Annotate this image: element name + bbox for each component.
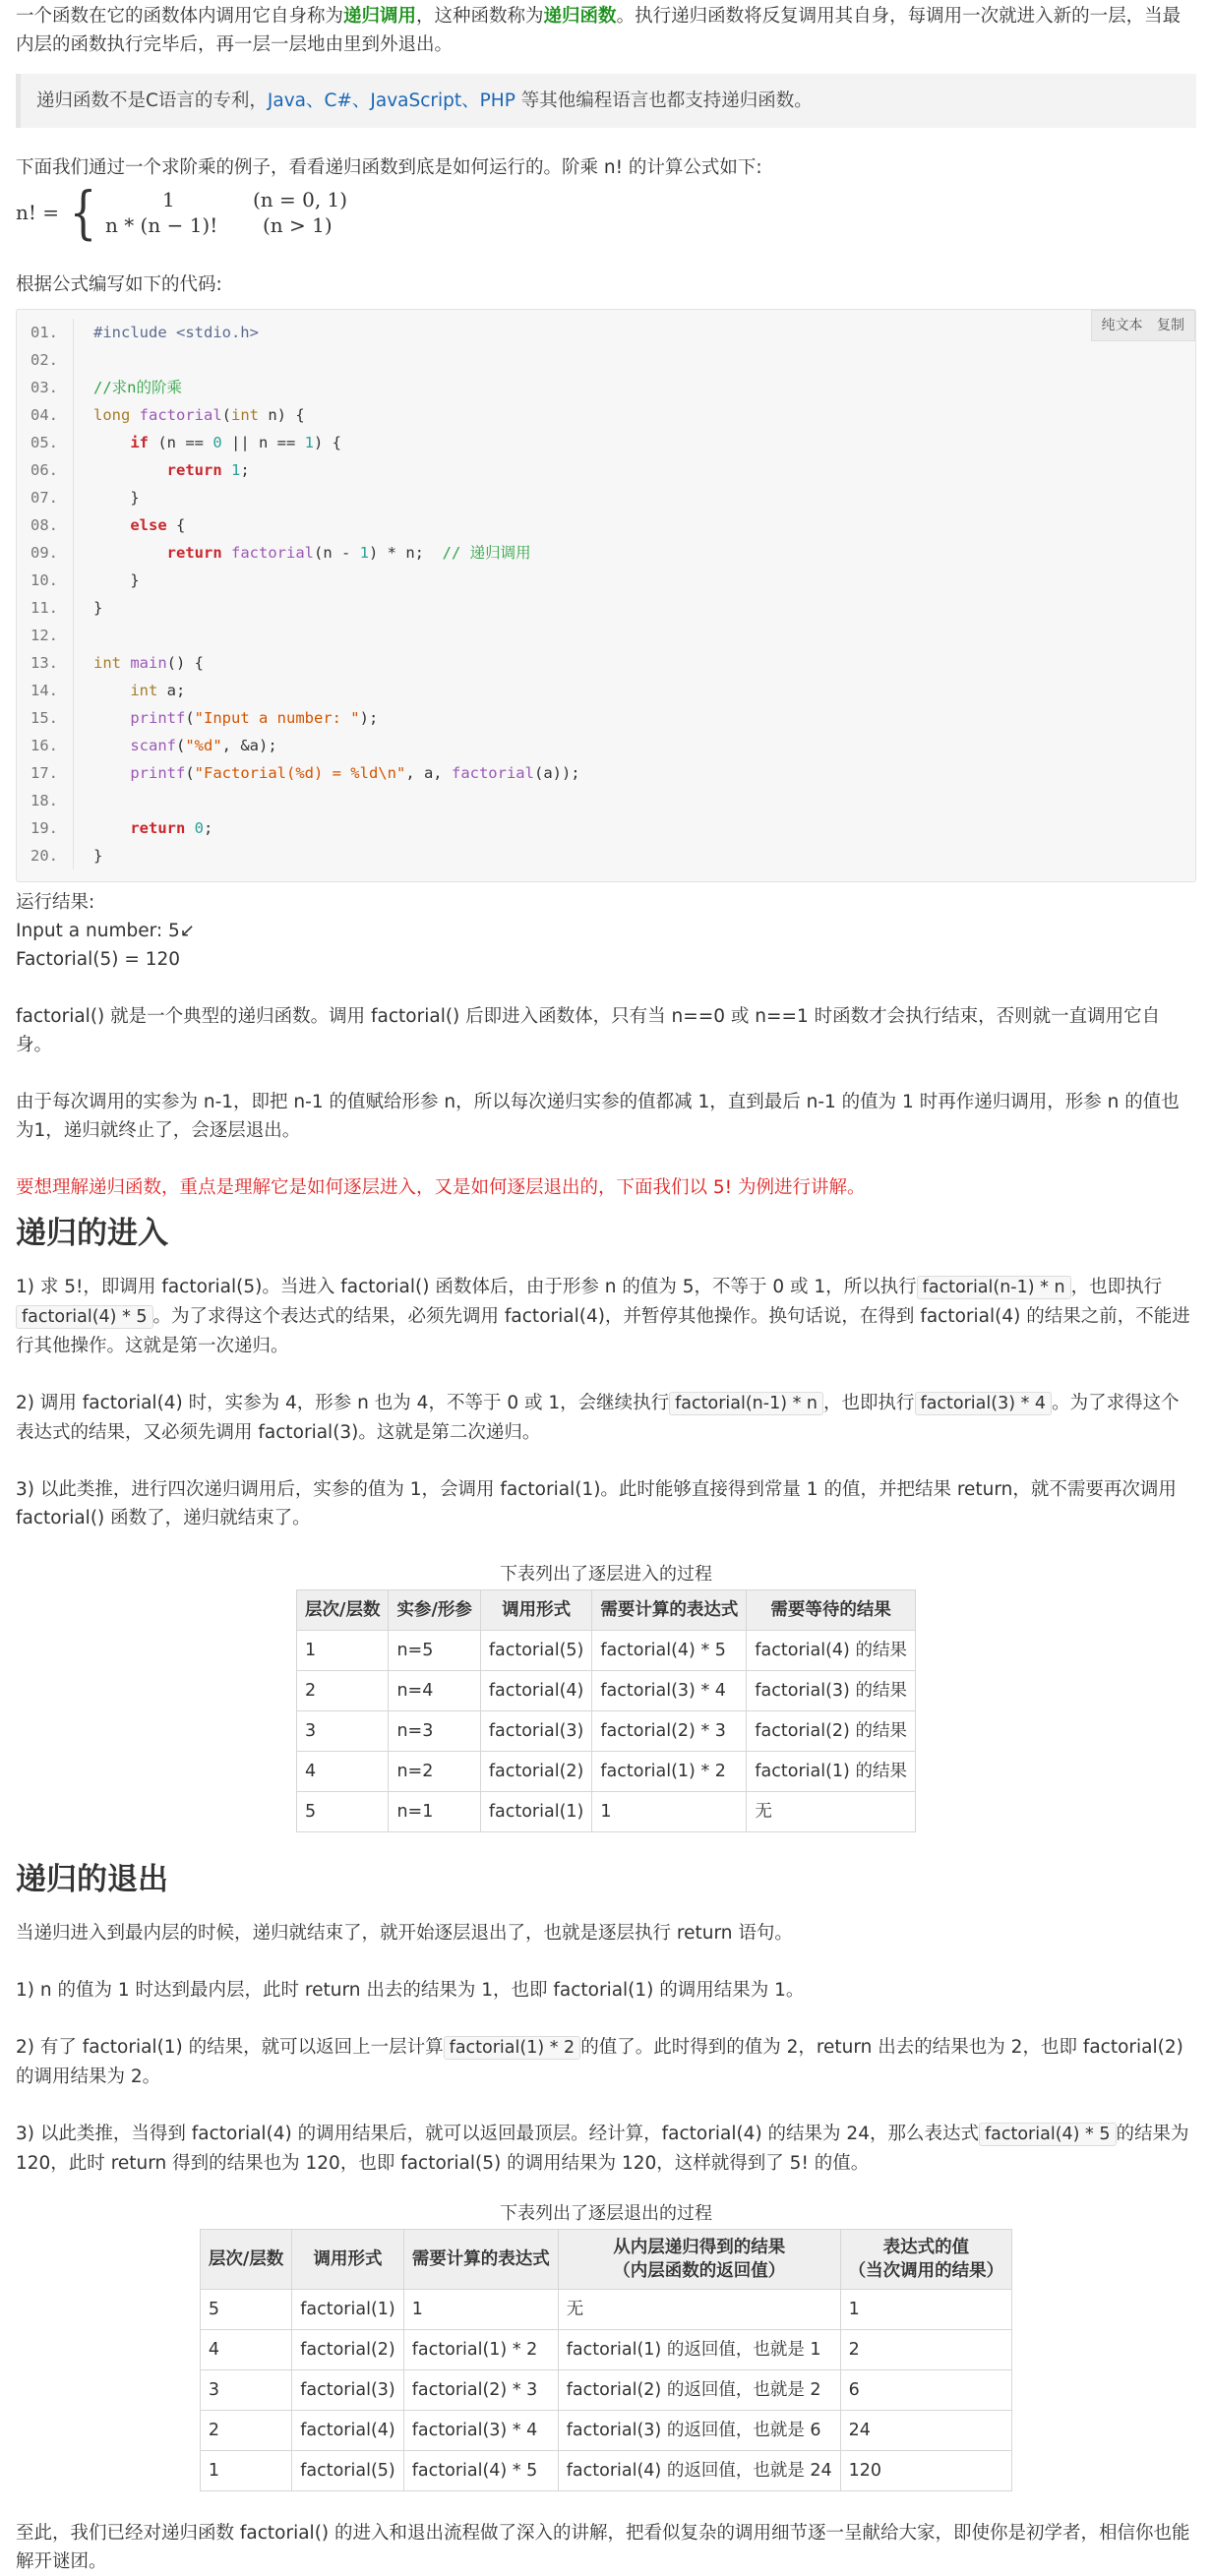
term-recursive-function: 递归函数 bbox=[543, 6, 617, 27]
formula-case2-expr: n * (n − 1)! bbox=[104, 213, 218, 237]
table-row: 1 n=5 factorial(5) factorial(4) * 5 factorial(4) 的结果 bbox=[297, 1631, 916, 1671]
intro-paragraph: 一个函数在它的函数体内调用它自身称为递归调用，这种函数称为递归函数。执行递归函数将反复调用其自身，每调用一次就进入新的一层，当最内层的函数执行完毕后，再一层一层地由里到外退出。 bbox=[16, 6, 1182, 55]
table-row: 1 factorial(5) factorial(4) * 5 factorial(4) 的返回值，也就是 24 120 bbox=[200, 2451, 1011, 2491]
inline-code: factorial(4) * 5 bbox=[979, 2123, 1117, 2146]
code-line: 04. long factorial(int n) { bbox=[17, 401, 1195, 429]
exit-step-3: 3) 以此类推，当得到 factorial(4) 的调用结果后，就可以返回最顶层。经计算，factorial(4) 的结果为 24，那么表达式 factorial(4) * 5 的结果为 120，此时 return 得到的结果也为 120，也即 factorial(5) 的调用结果为 120，这样就得到了 5! 的值。 bbox=[16, 2124, 1189, 2174]
exit-table-caption: 下表列出了逐层退出的过程 bbox=[500, 2203, 712, 2224]
table-row: 5 factorial(1) 1 无 1 bbox=[200, 2290, 1011, 2330]
language-links[interactable]: Java、C#、JavaScript、PHP bbox=[267, 90, 515, 111]
section-title-exit: 递归的退出 bbox=[16, 1862, 168, 1897]
code-line: 20. } bbox=[17, 842, 1195, 869]
code-line: 05. if (n == 0 || n == 1) { bbox=[17, 429, 1195, 456]
code-line: 15. printf("Input a number: "); bbox=[17, 704, 1195, 732]
formula-case2-cond: (n > 1) bbox=[262, 213, 333, 237]
code-line: 17. printf("Factorial(%d) = %ld\n", a, factorial(a)); bbox=[17, 759, 1195, 787]
conclusion: 至此，我们已经对递归函数 factorial() 的进入和退出流程做了深入的讲解，把看似复杂的调用细节逐一呈献给大家，即使你是初学者，相信你也能解开谜团。 bbox=[16, 2523, 1190, 2572]
table-row: 2 factorial(4) factorial(3) * 4 factorial(3) 的返回值，也就是 6 24 bbox=[200, 2411, 1011, 2451]
code-line: 09. return factorial(n - 1) * n; // 递归调用 bbox=[17, 539, 1195, 567]
term-recursive-call: 递归调用 bbox=[343, 6, 417, 27]
explain-paragraph: 由于每次调用的实参为 n-1，即把 n-1 的值赋给形参 n，所以每次递归实参的值都减 1，直到最后 n-1 的值为 1 时再作递归调用，形参 n 的值也为1，递归就终止了，会逐层退出。 bbox=[16, 1092, 1180, 1141]
formula-lhs: n! = bbox=[16, 201, 60, 224]
code-line: 16. scanf("%d", &a); bbox=[17, 732, 1195, 759]
table-row: 4 n=2 factorial(2) factorial(1) * 2 factorial(1) 的结果 bbox=[297, 1752, 916, 1792]
formula-case1-expr: 1 bbox=[161, 188, 175, 211]
formula-cases bbox=[105, 187, 347, 238]
exit-step-1: 1) n 的值为 1 时达到最内层，此时 return 出去的结果为 1，也即 factorial(1) 的调用结果为 1。 bbox=[16, 1980, 805, 2001]
exit-intro: 当递归进入到最内层的时候，递归就结束了，就开始逐层退出了，也就是逐层执行 return 语句。 bbox=[16, 1923, 793, 1944]
enter-step-3: 3) 以此类推，进行四次递归调用后，实参的值为 1，会调用 factorial(1)。此时能够直接得到常量 1 的值，并把结果 return，就不需要再次调用 factorial() 函数了，递归就结束了。 bbox=[16, 1479, 1177, 1528]
note-box: 递归函数不是C语言的专利，Java、C#、JavaScript、PHP 等其他编程语言也都支持递归函数。 bbox=[16, 74, 1196, 128]
code-line: 07. } bbox=[17, 484, 1195, 511]
code-line: 02. bbox=[17, 346, 1195, 374]
section-title-enter: 递归的进入 bbox=[16, 1216, 168, 1251]
exit-table bbox=[200, 2229, 1012, 2491]
run-result-label: 运行结果: bbox=[16, 892, 95, 913]
exit-step-2: 2) 有了 factorial(1) 的结果，就可以返回上一层计算 factorial(1) * 2 的值了。此时得到的值为 2，return 出去的结果也为 2，也即 factorial(2) 的调用结果为 2。 bbox=[16, 2037, 1183, 2087]
inline-code: factorial(4) * 5 bbox=[16, 1305, 153, 1329]
enter-table-caption: 下表列出了逐层进入的过程 bbox=[500, 1564, 712, 1585]
code-line: 01. #include <stdio.h> bbox=[17, 319, 1195, 346]
inline-code: factorial(1) * 2 bbox=[444, 2036, 581, 2060]
code-line: 18. bbox=[17, 787, 1195, 814]
table-row: 3 factorial(3) factorial(2) * 3 factorial(2) 的返回值，也就是 2 6 bbox=[200, 2370, 1011, 2411]
code-block bbox=[16, 309, 1196, 882]
code-line: 19. return 0; bbox=[17, 814, 1195, 842]
table-row: 4 factorial(2) factorial(1) * 2 factorial(1) 的返回值，也就是 1 2 bbox=[200, 2330, 1011, 2370]
formula-brace: { bbox=[69, 179, 97, 246]
code-intro: 根据公式编写如下的代码: bbox=[16, 274, 222, 295]
code-line: 08. else { bbox=[17, 511, 1195, 539]
code-line: 11. } bbox=[17, 594, 1195, 622]
example-intro: 下面我们通过一个求阶乘的例子，看看递归函数到底是如何运行的。阶乘 n! 的计算公式如下: bbox=[16, 157, 762, 178]
formula-case1-cond: (n = 0, 1) bbox=[252, 188, 348, 211]
run-result-line: Factorial(5) = 120 bbox=[16, 949, 181, 970]
table-header-row: 层次/层数 调用形式 需要计算的表达式 从内层递归得到的结果 （内层函数的返回值） 表达式的值 （当次调用的结果） bbox=[200, 2230, 1011, 2290]
code-line: 06. return 1; bbox=[17, 456, 1195, 484]
code-line: 10. } bbox=[17, 567, 1195, 594]
article bbox=[0, 2, 1212, 2576]
enter-step-1: 1) 求 5!，即调用 factorial(5)。当进入 factorial() 函数体后，由于形参 n 的值为 5，不等于 0 或 1，所以执行 factorial(n-1) * n ，也即执行factorial(4) * 5 。为了求得这个表达式的结果，必须先调用 factorial(4)，并暂停其他操作。换句话说，在得到 factorial(4) 的结果之前，不能进行其他操作。这就是第一次递归。 bbox=[16, 1277, 1190, 1356]
table-row: 5 n=1 factorial(1) 1 无 bbox=[297, 1792, 916, 1832]
run-result bbox=[16, 888, 1196, 974]
inline-code: factorial(n-1) * n bbox=[917, 1276, 1071, 1299]
code-line: 12. bbox=[17, 622, 1195, 649]
table-header-row: 层次/层数 实参/形参 调用形式 需要计算的表达式 需要等待的结果 bbox=[297, 1590, 916, 1631]
code-toolbar bbox=[1091, 310, 1195, 341]
factorial-formula bbox=[16, 179, 1196, 246]
inline-code: factorial(3) * 4 bbox=[915, 1392, 1053, 1415]
code-line: 03. //求n的阶乘 bbox=[17, 374, 1195, 401]
highlight-paragraph: 要想理解递归函数，重点是理解它是如何逐层进入，又是如何逐层退出的，下面我们以 5! 为例进行讲解。 bbox=[16, 1177, 866, 1198]
table-row: 2 n=4 factorial(4) factorial(3) * 4 factorial(3) 的结果 bbox=[297, 1671, 916, 1711]
inline-code: factorial(n-1) * n bbox=[669, 1392, 823, 1415]
table-row: 3 n=3 factorial(3) factorial(2) * 3 factorial(2) 的结果 bbox=[297, 1711, 916, 1752]
plain-text-button[interactable]: 纯文本 bbox=[1101, 318, 1143, 333]
enter-step-2: 2) 调用 factorial(4) 时，实参为 4，形参 n 也为 4，不等于 0 或 1，会继续执行 factorial(n-1) * n ，也即执行 factorial(3) * 4 。为了求得这个表达式的结果，又必须先调用 factorial(3)。这就是第二次递归。 bbox=[16, 1393, 1180, 1443]
code-line: 13. int main() { bbox=[17, 649, 1195, 677]
run-result-line: Input a number: 5↙ bbox=[16, 921, 196, 941]
code-line: 14. int a; bbox=[17, 677, 1195, 704]
copy-button[interactable]: 复制 bbox=[1157, 318, 1184, 333]
explain-paragraph: factorial() 就是一个典型的递归函数。调用 factorial() 后即进入函数体，只有当 n==0 或 n==1 时函数才会执行结束，否则就一直调用它自身。 bbox=[16, 1006, 1161, 1055]
enter-table bbox=[296, 1589, 916, 1832]
